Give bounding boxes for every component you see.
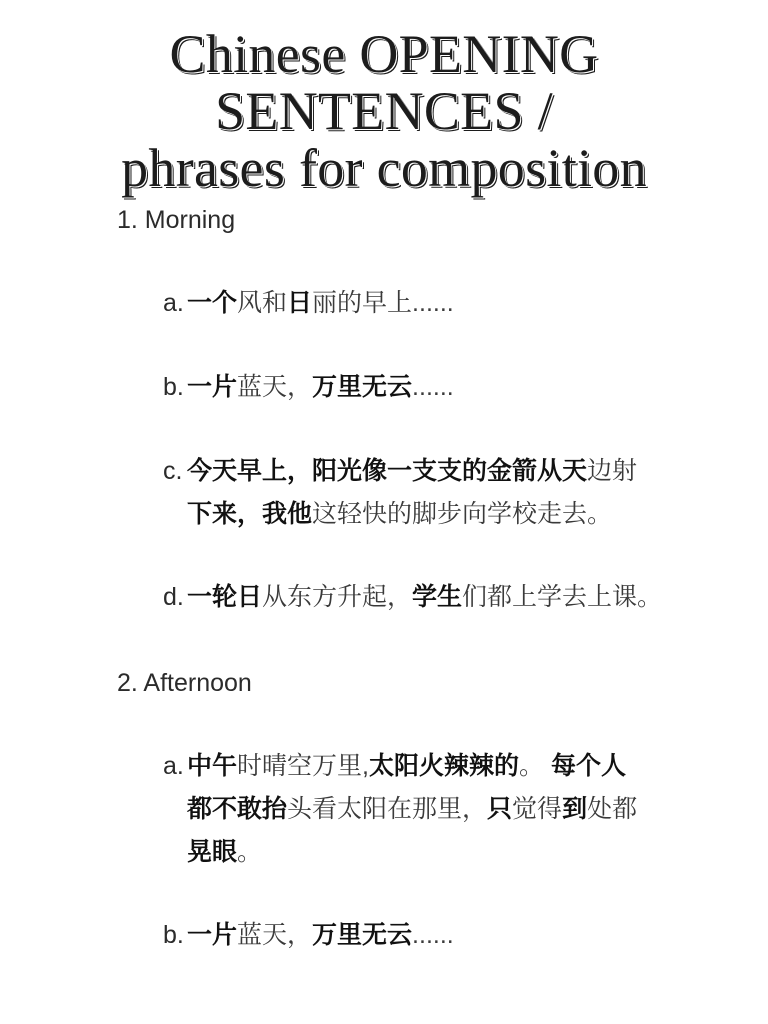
item-text [187, 366, 454, 409]
item-text [187, 450, 637, 536]
emphasized-text: 一轮日 [187, 583, 263, 611]
item-text-line [187, 282, 454, 325]
section-heading-morning: 1. Morning [117, 206, 236, 234]
plain-text: 从东方升起， [262, 583, 413, 611]
emphasized-text: 今天早上，阳光像一支支的金箭从天 [187, 457, 588, 485]
plain-text: 们都上学去上课。 [462, 583, 663, 611]
emphasized-text: 都不敢抬 [187, 795, 288, 823]
emphasized-text: 每个人 [550, 752, 626, 780]
emphasized-text: 晃眼 [187, 838, 238, 866]
plain-text: 蓝天， [237, 373, 313, 401]
item-text-line [187, 831, 637, 874]
item-text-line [187, 914, 454, 957]
plain-text: 处都 [587, 795, 638, 823]
plain-text: 丽的早上...... [312, 289, 454, 317]
item-marker: a. [163, 289, 184, 317]
plain-text: 头看太阳在那里， [287, 795, 488, 823]
item-text-line [187, 745, 637, 788]
emphasized-text: 一片 [187, 373, 238, 401]
emphasized-text: 日 [287, 289, 313, 317]
plain-text: 蓝天， [237, 921, 313, 949]
title-line-3: phrases for composition [121, 138, 647, 198]
item-marker: b. [163, 921, 184, 949]
item-marker: a. [163, 752, 184, 780]
title-line-2: SENTENCES / [215, 81, 553, 141]
item-text-line [187, 493, 637, 536]
emphasized-text: 万里无云 [312, 921, 413, 949]
plain-text: 。 [237, 838, 263, 866]
item-marker: b. [163, 373, 184, 401]
emphasized-text: 到 [562, 795, 588, 823]
plain-text: 边射 [587, 457, 638, 485]
plain-text: 时晴空万里, [237, 752, 369, 780]
title-line-1: Chinese OPENING [169, 24, 599, 84]
plain-text: 。 [518, 752, 551, 780]
plain-text: 风和 [237, 289, 288, 317]
plain-text: 觉得 [512, 795, 563, 823]
emphasized-text: 学生 [412, 583, 463, 611]
item-text [187, 745, 637, 874]
plain-text: ...... [412, 373, 454, 401]
emphasized-text: 一个 [187, 289, 238, 317]
plain-text: ...... [412, 921, 454, 949]
item-text [187, 282, 454, 325]
item-marker: d. [163, 583, 184, 611]
item-text [187, 914, 454, 957]
item-text-line [187, 450, 637, 493]
emphasized-text: 一片 [187, 921, 238, 949]
emphasized-text: 中午 [187, 752, 238, 780]
item-text-line [187, 788, 637, 831]
emphasized-text: 下来，我他 [187, 500, 313, 528]
item-text [187, 576, 662, 619]
section-heading-afternoon: 2. Afternoon [117, 669, 252, 697]
plain-text: 这轻快的脚步向学校走去。 [312, 500, 613, 528]
document-title [0, 26, 768, 197]
item-text-line [187, 366, 454, 409]
emphasized-text: 太阳火辣辣的 [368, 752, 519, 780]
emphasized-text: 只 [487, 795, 513, 823]
item-text-line [187, 576, 662, 619]
emphasized-text: 万里无云 [312, 373, 413, 401]
item-marker: c. [163, 457, 183, 485]
